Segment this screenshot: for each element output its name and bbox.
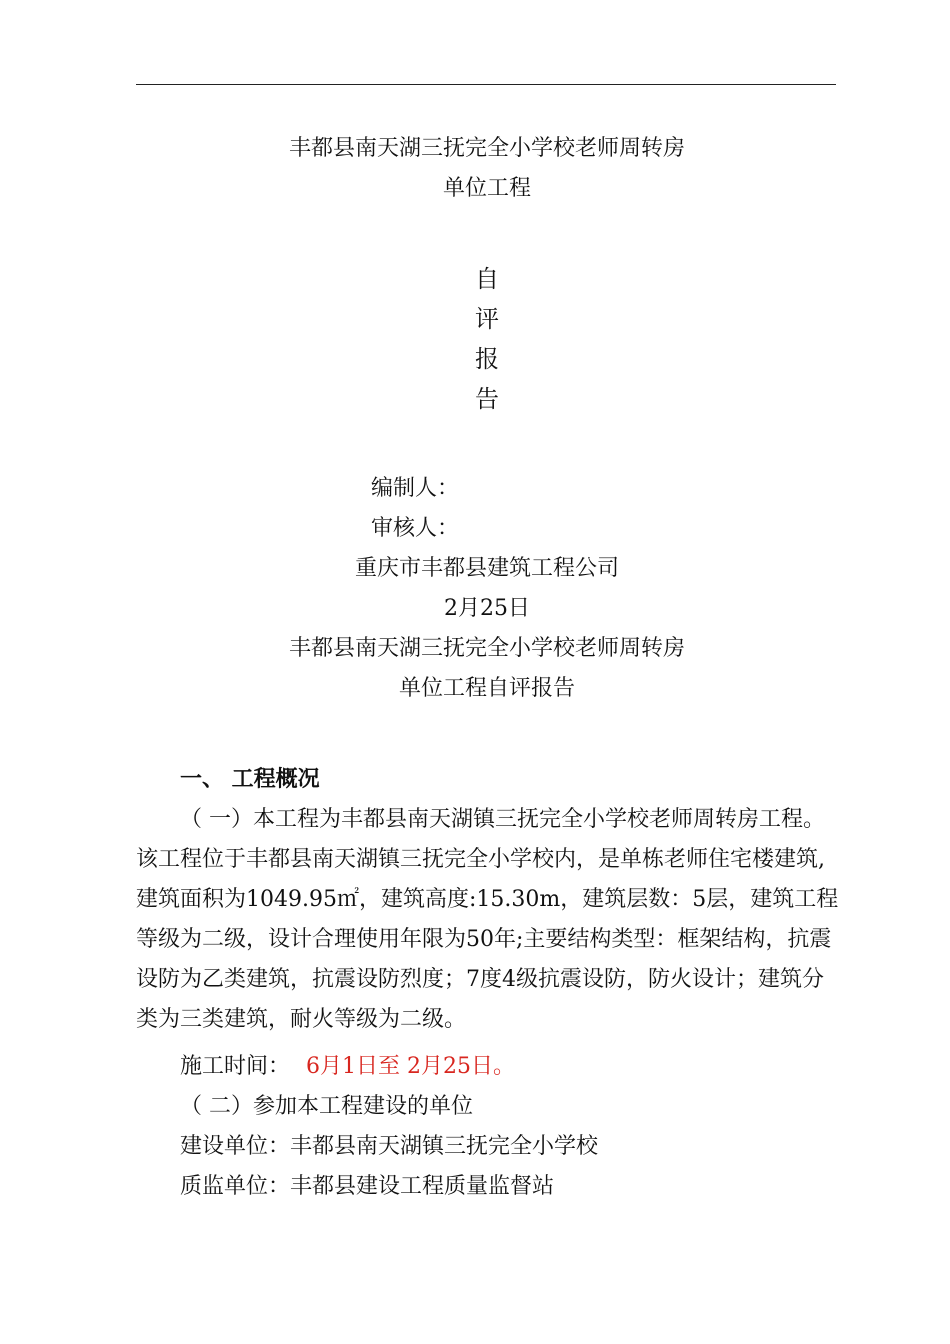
construction-time-value: 6月1日至 2月25日。 [306, 1054, 515, 1079]
compiler-label: 编制人： [371, 476, 460, 501]
cover-title-char-4: 告 [475, 385, 499, 413]
construction-time-label: 施工时间： [180, 1054, 291, 1079]
cover-title-char-2: 评 [475, 305, 499, 333]
header-rule [136, 84, 836, 85]
cover-project-line1: 丰都县南天湖三抚完全小学校老师周转房 [288, 136, 685, 161]
supervisor-unit: 质监单位：丰都县建设工程质量监督站 [180, 1174, 555, 1199]
cover-date: 2月25日 [444, 596, 530, 621]
cover-title-char-1: 自 [475, 265, 499, 293]
construction-time [180, 1052, 515, 1082]
subsection2-heading: （ 二）参加本工程建设的单位 [180, 1094, 473, 1119]
company-name: 重庆市丰都县建筑工程公司 [354, 556, 619, 581]
overview-paragraph: （ 一）本工程为丰都县南天湖镇三抚完全小学校老师周转房工程。该工程位于丰都县南天湖镇三抚完全小学校内，是单栋老师住宅楼建筑,建筑面积为1049.95㎡，建筑高度:15.30m，建筑层数：5层，建筑工程等级为二级，设计合理使用年限为50年;主要结构类型：框架结构，抗震设防为乙类建筑，抗震设防烈度；7度4级抗震设防，防火设计；建筑分类为三类建筑，耐火等级为二级。 [136, 807, 839, 1032]
section1-heading: 一、 工程概况 [180, 766, 320, 792]
report-title-line2: 单位工程自评报告 [398, 676, 575, 701]
reviewer-label: 审核人： [371, 516, 460, 541]
cover-title-char-3: 报 [475, 345, 499, 373]
builder-unit: 建设单位：丰都县南天湖镇三抚完全小学校 [180, 1134, 599, 1159]
cover-project-line2: 单位工程 [442, 176, 531, 201]
report-title-line1: 丰都县南天湖三抚完全小学校老师周转房 [288, 636, 685, 661]
